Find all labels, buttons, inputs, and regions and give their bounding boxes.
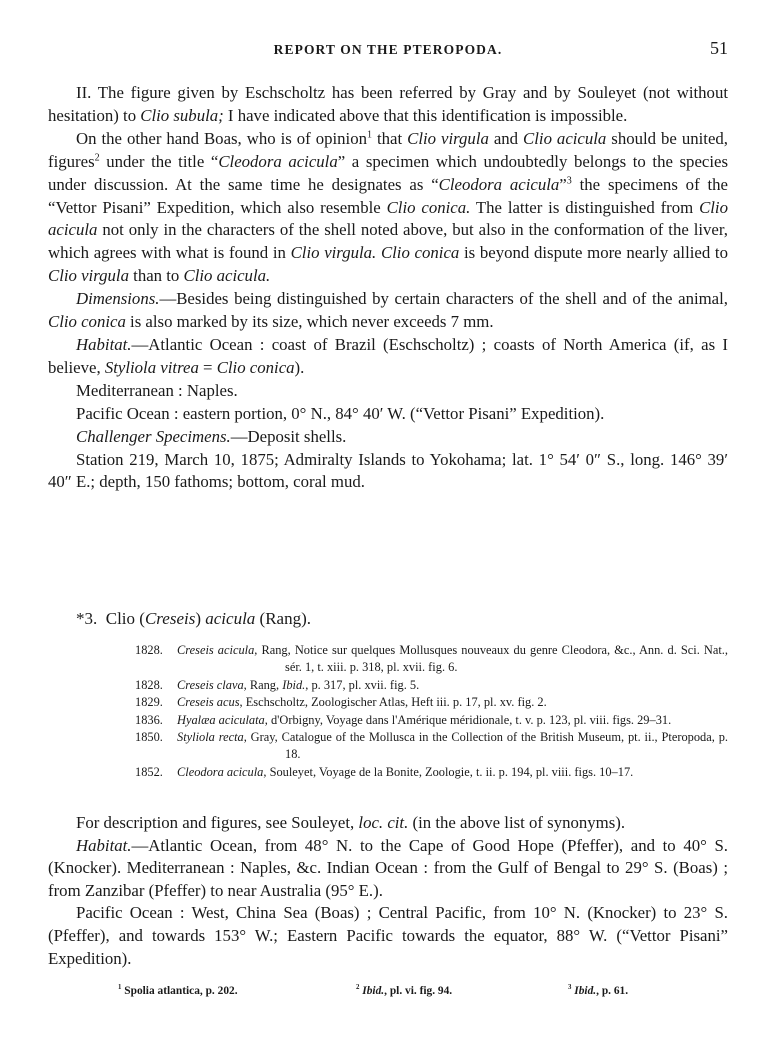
footnote-ref-1: 1 (366, 129, 373, 141)
footnote-ref-2: 2 (94, 152, 100, 164)
paragraph-boas-opinion: On the other hand Boas, who is of opinion$^1$ that Clio virgula and Clio acicula should be united, figures$^2$ under the title “Cleodora acicula” a specimen which undoubtedly belongs to the species under discussion. At the same time he designates as “Cleodora acicula”$^3$ the specimens of the “Vettor Pisani” Expedition, which also resemble Clio conica. The latter is distinguished from Clio acicula not only in the characters of the shell noted above, but also in the conformation of the liver, which agrees with what is found in Clio virgula. Clio conica is beyond dispute more nearly allied to Clio virgula than to Clio acicula. (48, 128, 728, 286)
paragraph-station: Station 219, March 10, 1875; Admiralty Islands to Yokohama; lat. 1° 54′ 0″ S., long. 146° 39′ 40″ E.; depth, 150 fathoms; bottom, coral mud. (48, 449, 728, 492)
paragraph-habitat-acicula: Habitat.—Atlantic Ocean, from 48° N. to the Cape of Good Hope (Pfeffer), and to 40° S. (Knocker). Mediterranean : Naples, &c. Indian Ocean : from the Gulf of Bengal to 29° S. (Boas) ; from Zanzibar (Pfeffer) to near Australia (95° E.). (48, 835, 728, 900)
page-number: 51 (710, 38, 728, 58)
paragraph-challenger-specimens: Challenger Specimens.—Deposit shells. (76, 426, 347, 446)
paragraph-pacific: Pacific Ocean : eastern portion, 0° N., 84° 40′ W. (“Vettor Pisani” Expedition). (76, 403, 605, 423)
species-description (48, 812, 728, 970)
paragraph-habitat: Habitat.—Atlantic Ocean : coast of Brazil (Eschscholtz) ; coasts of North America (if, as I believe, Styliola vitrea = Clio conica). (48, 334, 728, 377)
synonym-entry: 1828. Creseis acicula, Rang, Notice sur quelques Mollusques nouveaux du genre Cleodora, &c., Ann. d. Sci. Nat., sér. 1, t. xiii. p. 318, pl. xvii. fig. 6. (135, 643, 728, 675)
paragraph-mediterranean: Mediterranean : Naples. (76, 380, 238, 400)
body-text (48, 82, 728, 494)
paragraph-dimensions: Dimensions.—Besides being distinguished by certain characters of the shell and of the animal, Clio conica is also marked by its size, which never exceeds 7 mm. (48, 289, 728, 332)
footnote-3: $^3$ Ibid., p. 61. (568, 984, 629, 997)
synonym-entry: 1828. Creseis clava, Rang, Ibid., p. 317, pl. xvii. fig. 5. (135, 677, 420, 692)
running-title: REPORT ON THE PTEROPODA. (273, 42, 503, 57)
page-header (48, 38, 728, 62)
synonym-entry: 1829. Creseis acus, Eschscholtz, Zoologischer Atlas, Heft iii. p. 17, pl. xv. fig. 2. (135, 695, 547, 710)
footnote-1: $^1$ Spolia atlantica, p. 202. (118, 984, 238, 997)
species-heading: *3. Clio (Creseis) acicula (Rang). (76, 609, 312, 628)
synonym-entry: 1836. Hyalæa aciculata, d'Orbigny, Voyage dans l'Amérique méridionale, t. v. p. 123, pl. viii. figs. 29–31. (135, 712, 672, 727)
footnote-ref-3: 3 (566, 175, 572, 187)
footnotes (48, 985, 728, 1005)
footnote-2: $^2$ Ibid., pl. vi. fig. 94. (356, 984, 453, 997)
paragraph-description-reference: For description and figures, see Souleyet, loc. cit. (in the above list of synonyms). (76, 813, 626, 832)
paragraph-eschscholtz-figure: II. The figure given by Eschscholtz has been referred by Gray and by Souleyet (not without hesitation) to Clio subula; I have indicated above that this identification is impossible. (48, 83, 728, 125)
synonym-entry: 1852. Cleodora acicula, Souleyet, Voyage de la Bonite, Zoologie, t. ii. p. 194, pl. viii. figs. 10–17. (135, 764, 634, 779)
synonym-entry: 1850. Styliola recta, Gray, Catalogue of the Mollusca in the Collection of the British Museum, pt. ii., Pteropoda, p. 18. (135, 730, 728, 762)
paragraph-pacific-acicula: Pacific Ocean : West, China Sea (Boas) ; Central Pacific, from 10° N. (Knocker) to 23° S. (Pfeffer), and towards 153° W.; Eastern Pacific towards the equator, 88° W. (“Vettor Pisani” Expedition). (48, 903, 728, 968)
synonymy-list (135, 642, 728, 781)
